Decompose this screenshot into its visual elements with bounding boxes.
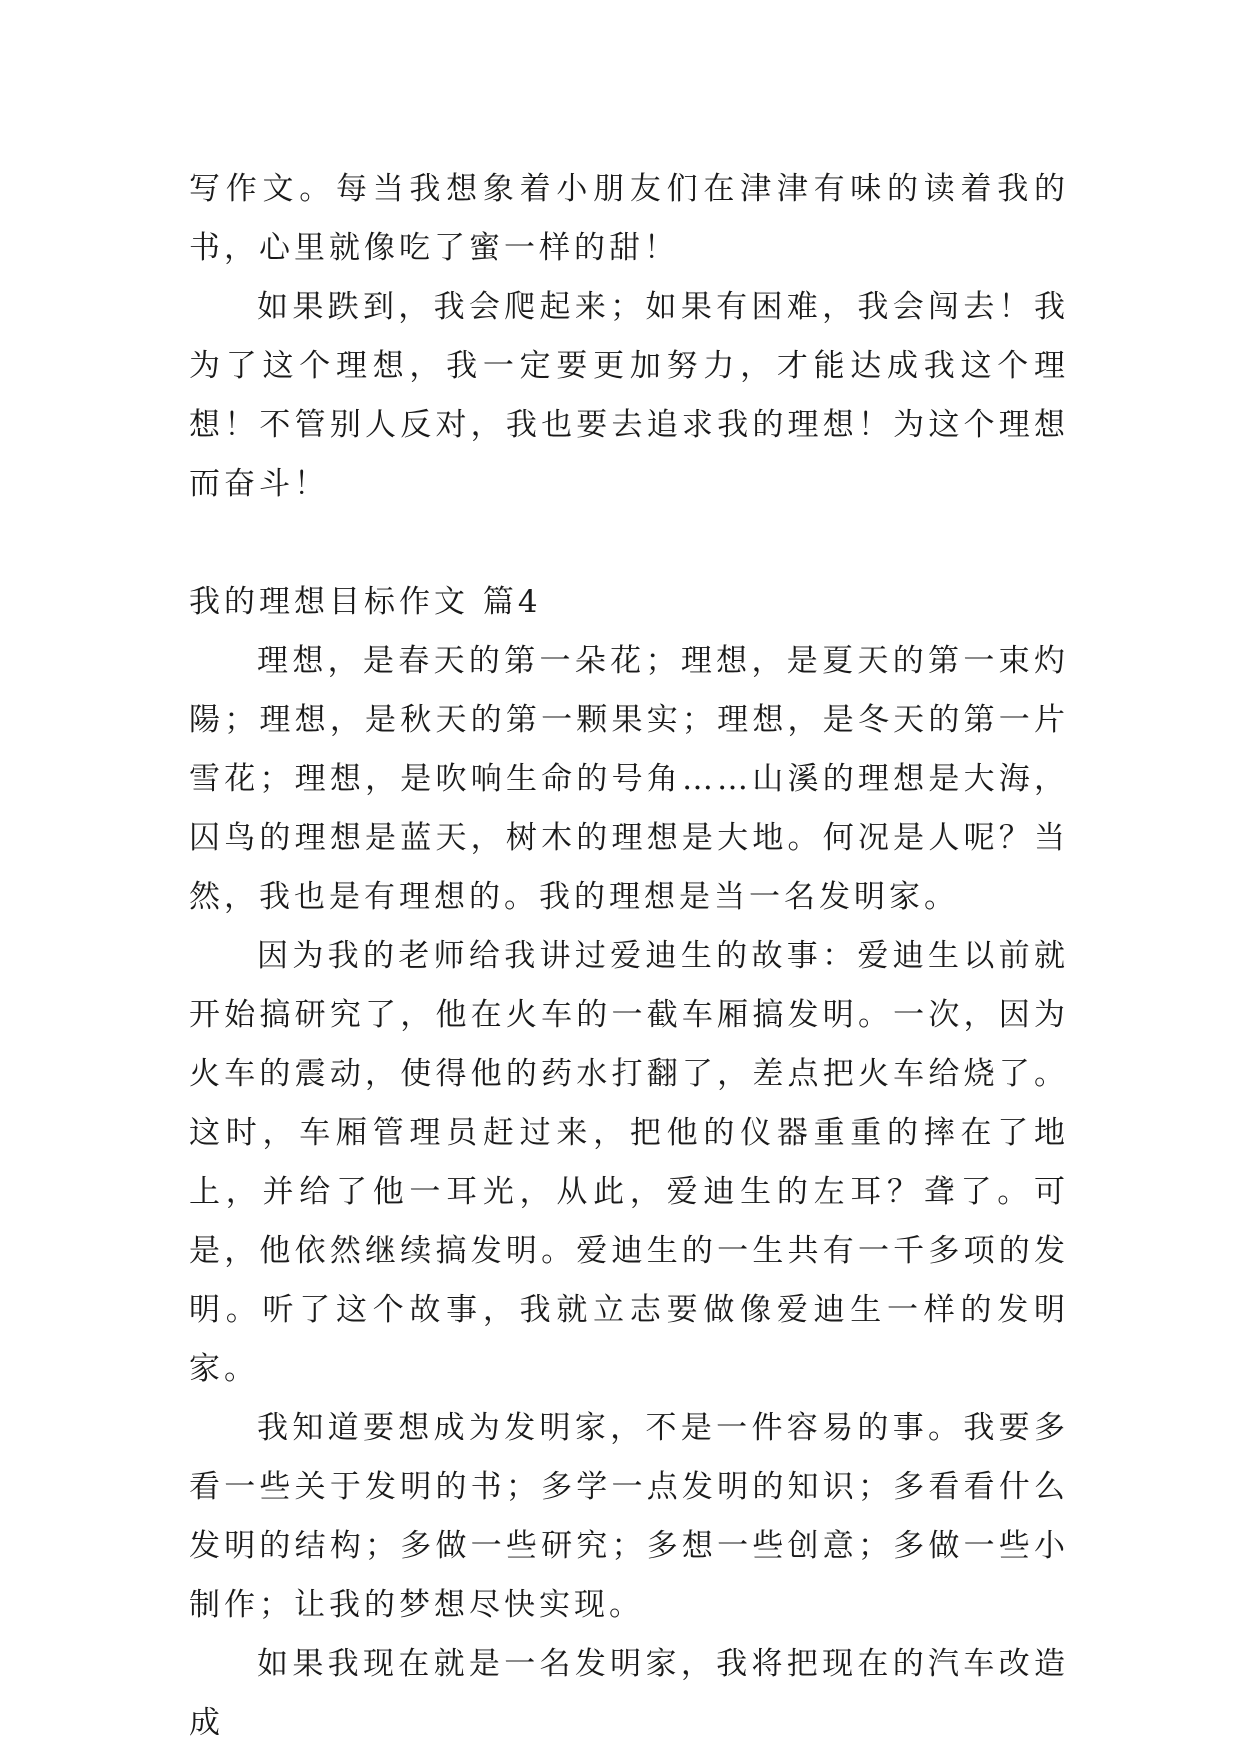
- section-title: 我的理想目标作文 篇4: [189, 584, 542, 620]
- paragraph: 理想，是春天的第一朵花；理想，是夏天的第一束灼陽；理想，是秋天的第一颗果实；理想，是冬天的第一片雪花；理想，是吹响生命的号角……山溪的理想是大海，囚鸟的理想是蓝天，树木的理想是大地。何况是人呢？当然，我也是有理想的。我的理想是当一名发明家。: [189, 643, 1069, 915]
- document-body: [189, 160, 1069, 1753]
- paragraph: 因为我的老师给我讲过爱迪生的故事：爱迪生以前就开始搞研究了，他在火车的一截车厢搞发明。一次，因为火车的震动，使得他的药水打翻了，差点把火车给烧了。这时，车厢管理员赶过来，把他的仪器重重的摔在了地上，并给了他一耳光，从此，爱迪生的左耳？聋了。可是，他依然继续搞发明。爱迪生的一生共有一千多项的发明。听了这个故事，我就立志要做像爱迪生一样的发明家。: [189, 938, 1069, 1387]
- paragraph: 我知道要想成为发明家，不是一件容易的事。我要多看一些关于发明的书；多学一点发明的知识；多看看什么发明的结构；多做一些研究；多想一些创意；多做一些小制作；让我的梦想尽快实现。: [189, 1410, 1069, 1623]
- paragraph-truncated: 如果我现在就是一名发明家，我将把现在的汽车改造成: [189, 1646, 1069, 1741]
- paragraph-continuation: 写作文。每当我想象着小朋友们在津津有味的读着我的书，心里就像吃了蜜一样的甜！: [189, 171, 1069, 266]
- paragraph: 如果跌到，我会爬起来；如果有困难，我会闯去！我为了这个理想，我一定要更加努力，才能达成我这个理想！不管别人反对，我也要去追求我的理想！为这个理想而奋斗！: [189, 289, 1069, 502]
